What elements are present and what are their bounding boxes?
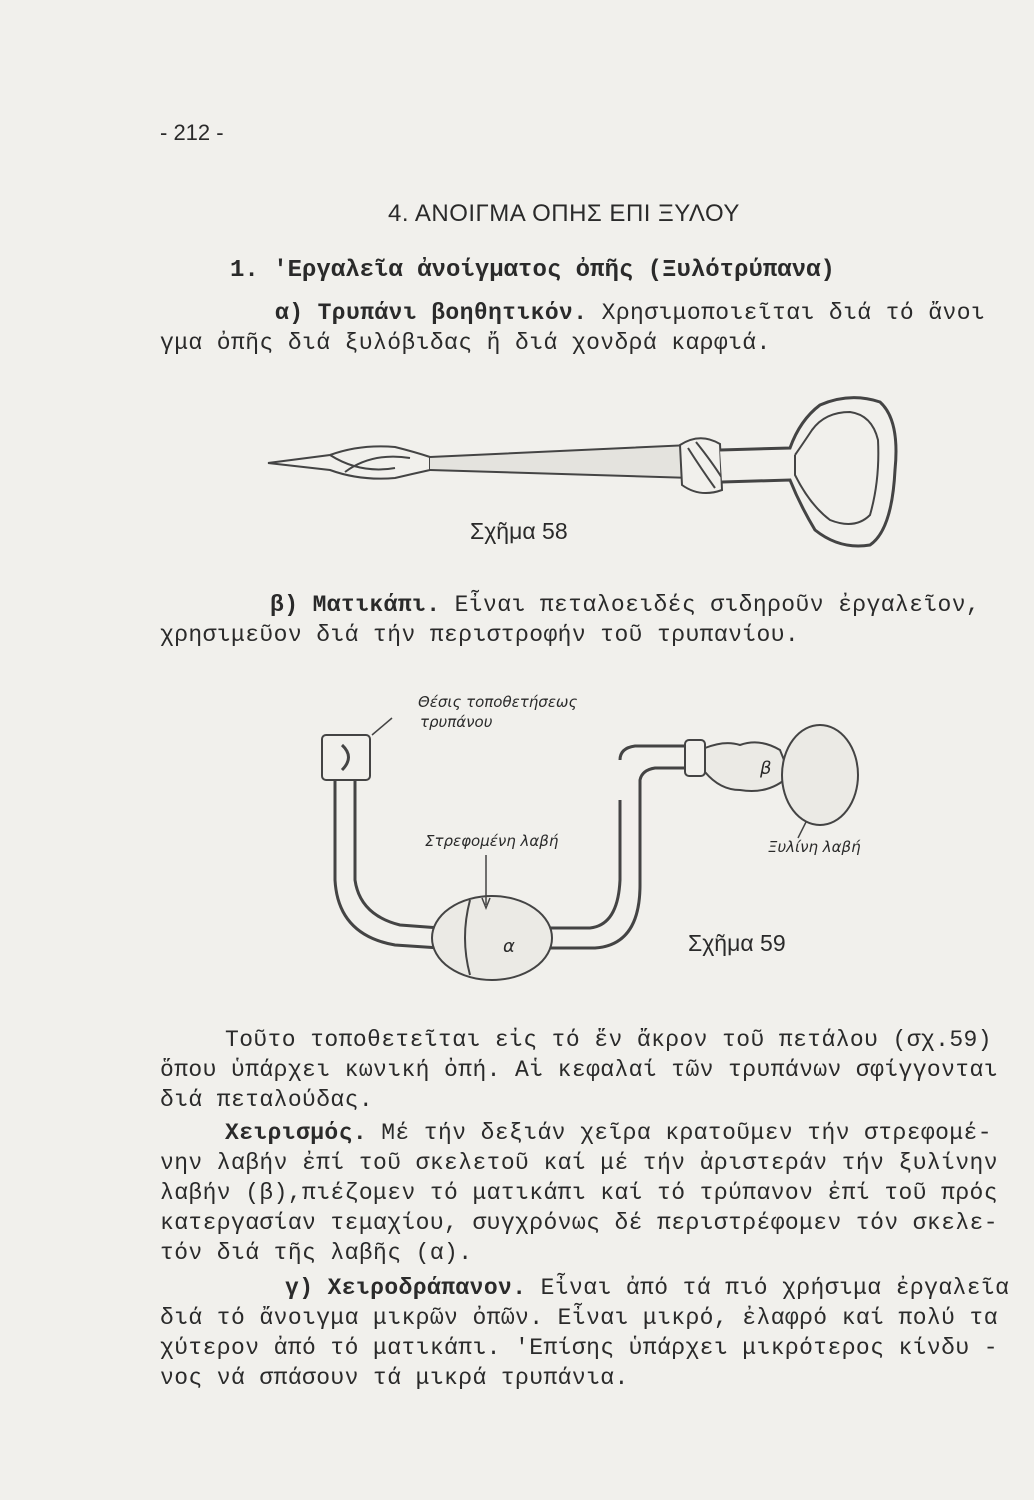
operation-line-5: τόν διά τῆς λαβῆς (α). bbox=[160, 1240, 473, 1266]
paragraph-1-line-1: Τοῦτο τοποθετεῖται εἰς τό ἕν ἄκρον τοῦ πετάλου (σχ.59) bbox=[225, 1027, 992, 1053]
paragraph-1-line-3: διά πεταλούδας. bbox=[160, 1087, 374, 1113]
operation-label: Χειρισμός. bbox=[225, 1120, 368, 1146]
page-number: - 212 - bbox=[160, 120, 224, 145]
item-c-line-2: διά τό ἄνοιγμα μικρῶν ὀπῶν. Εἶναι μικρό, ἐλαφρό καί πολύ τα bbox=[160, 1305, 998, 1331]
operation-line-3: λαβήν (β),πιέζομεν τό ματικάπι καί τό τρύπανον ἐπί τοῦ πρός bbox=[160, 1180, 998, 1206]
label-position-line-2: τρυπάνου bbox=[420, 713, 493, 731]
figure-59-caption: Σχῆμα 59 bbox=[688, 930, 786, 956]
item-a-line-2: γμα ὀπῆς διά ξυλόβιδας ἤ διά χονδρά καρφιά. bbox=[160, 330, 771, 356]
item-c-line-3: χύτερον ἀπό τό ματικάπι. 'Επίσης ὑπάρχει μικρότερος κίνδυ - bbox=[160, 1335, 998, 1361]
label-wooden-handle: Ξυλίνη λαβή bbox=[768, 838, 861, 856]
item-c-label: γ) Χειροδράπανον. bbox=[285, 1275, 527, 1301]
figure-58-caption: Σχῆμα 58 bbox=[470, 518, 568, 544]
paragraph-1-line-2: ὅπου ὑπάρχει κωνική ὀπή. Αἱ κεφαλαί τῶν τρυπάνων σφίγγονται bbox=[160, 1057, 998, 1083]
item-b-line-2: χρησιμεῦον διά τήν περιστροφήν τοῦ τρυπανίου. bbox=[160, 622, 800, 648]
item-b-text-1: Εἶναι πεταλοειδές σιδηροῦν ἐργαλεῖον, bbox=[454, 592, 981, 618]
section-title: 1. 'Εργαλεῖα ἀνοίγματος ὀπῆς (Ξυλότρύπανα) bbox=[230, 257, 835, 284]
label-rotating-handle: Στρεφομένη λαβή bbox=[425, 832, 559, 850]
operation-line-1 bbox=[225, 1120, 992, 1146]
operation-line-2: νην λαβήν ἐπί τοῦ σκελετοῦ καί μέ τήν ἀριστεράν τήν ξυλίνην bbox=[160, 1150, 998, 1176]
chapter-title: 4. ΑΝΟΙΓΜΑ ΟΠΗΣ ΕΠΙ ΞΥΛΟΥ bbox=[388, 200, 740, 227]
item-c-line-4: νος νά σπάσουν τά μικρά τρυπάνια. bbox=[160, 1365, 629, 1391]
item-a-text-1: Χρησιμοποιεῖται διά τό ἄνοι bbox=[601, 300, 986, 326]
operation-line-4: κατεργασίαν τεμαχίου, συγχρόνως δέ περιστρέφομεν τόν σκελε- bbox=[160, 1210, 998, 1236]
marker-alpha: α bbox=[503, 936, 515, 957]
operation-first: Μέ τήν δεξιάν χεῖρα κρατοῦμεν τήν στρεφομέ- bbox=[381, 1120, 992, 1146]
item-a-label: α) Τρυπάνι βοηθητικόν. bbox=[275, 300, 588, 326]
item-c-line-1 bbox=[285, 1275, 1009, 1301]
marker-beta: β bbox=[760, 758, 772, 779]
item-b-label: β) Ματικάπι. bbox=[270, 592, 441, 618]
label-position-line-1: Θέσις τοποθετήσεως bbox=[418, 693, 578, 711]
item-c-first: Εἶναι ἀπό τά πιό χρήσιμα ἐργαλεῖα bbox=[540, 1275, 1010, 1301]
